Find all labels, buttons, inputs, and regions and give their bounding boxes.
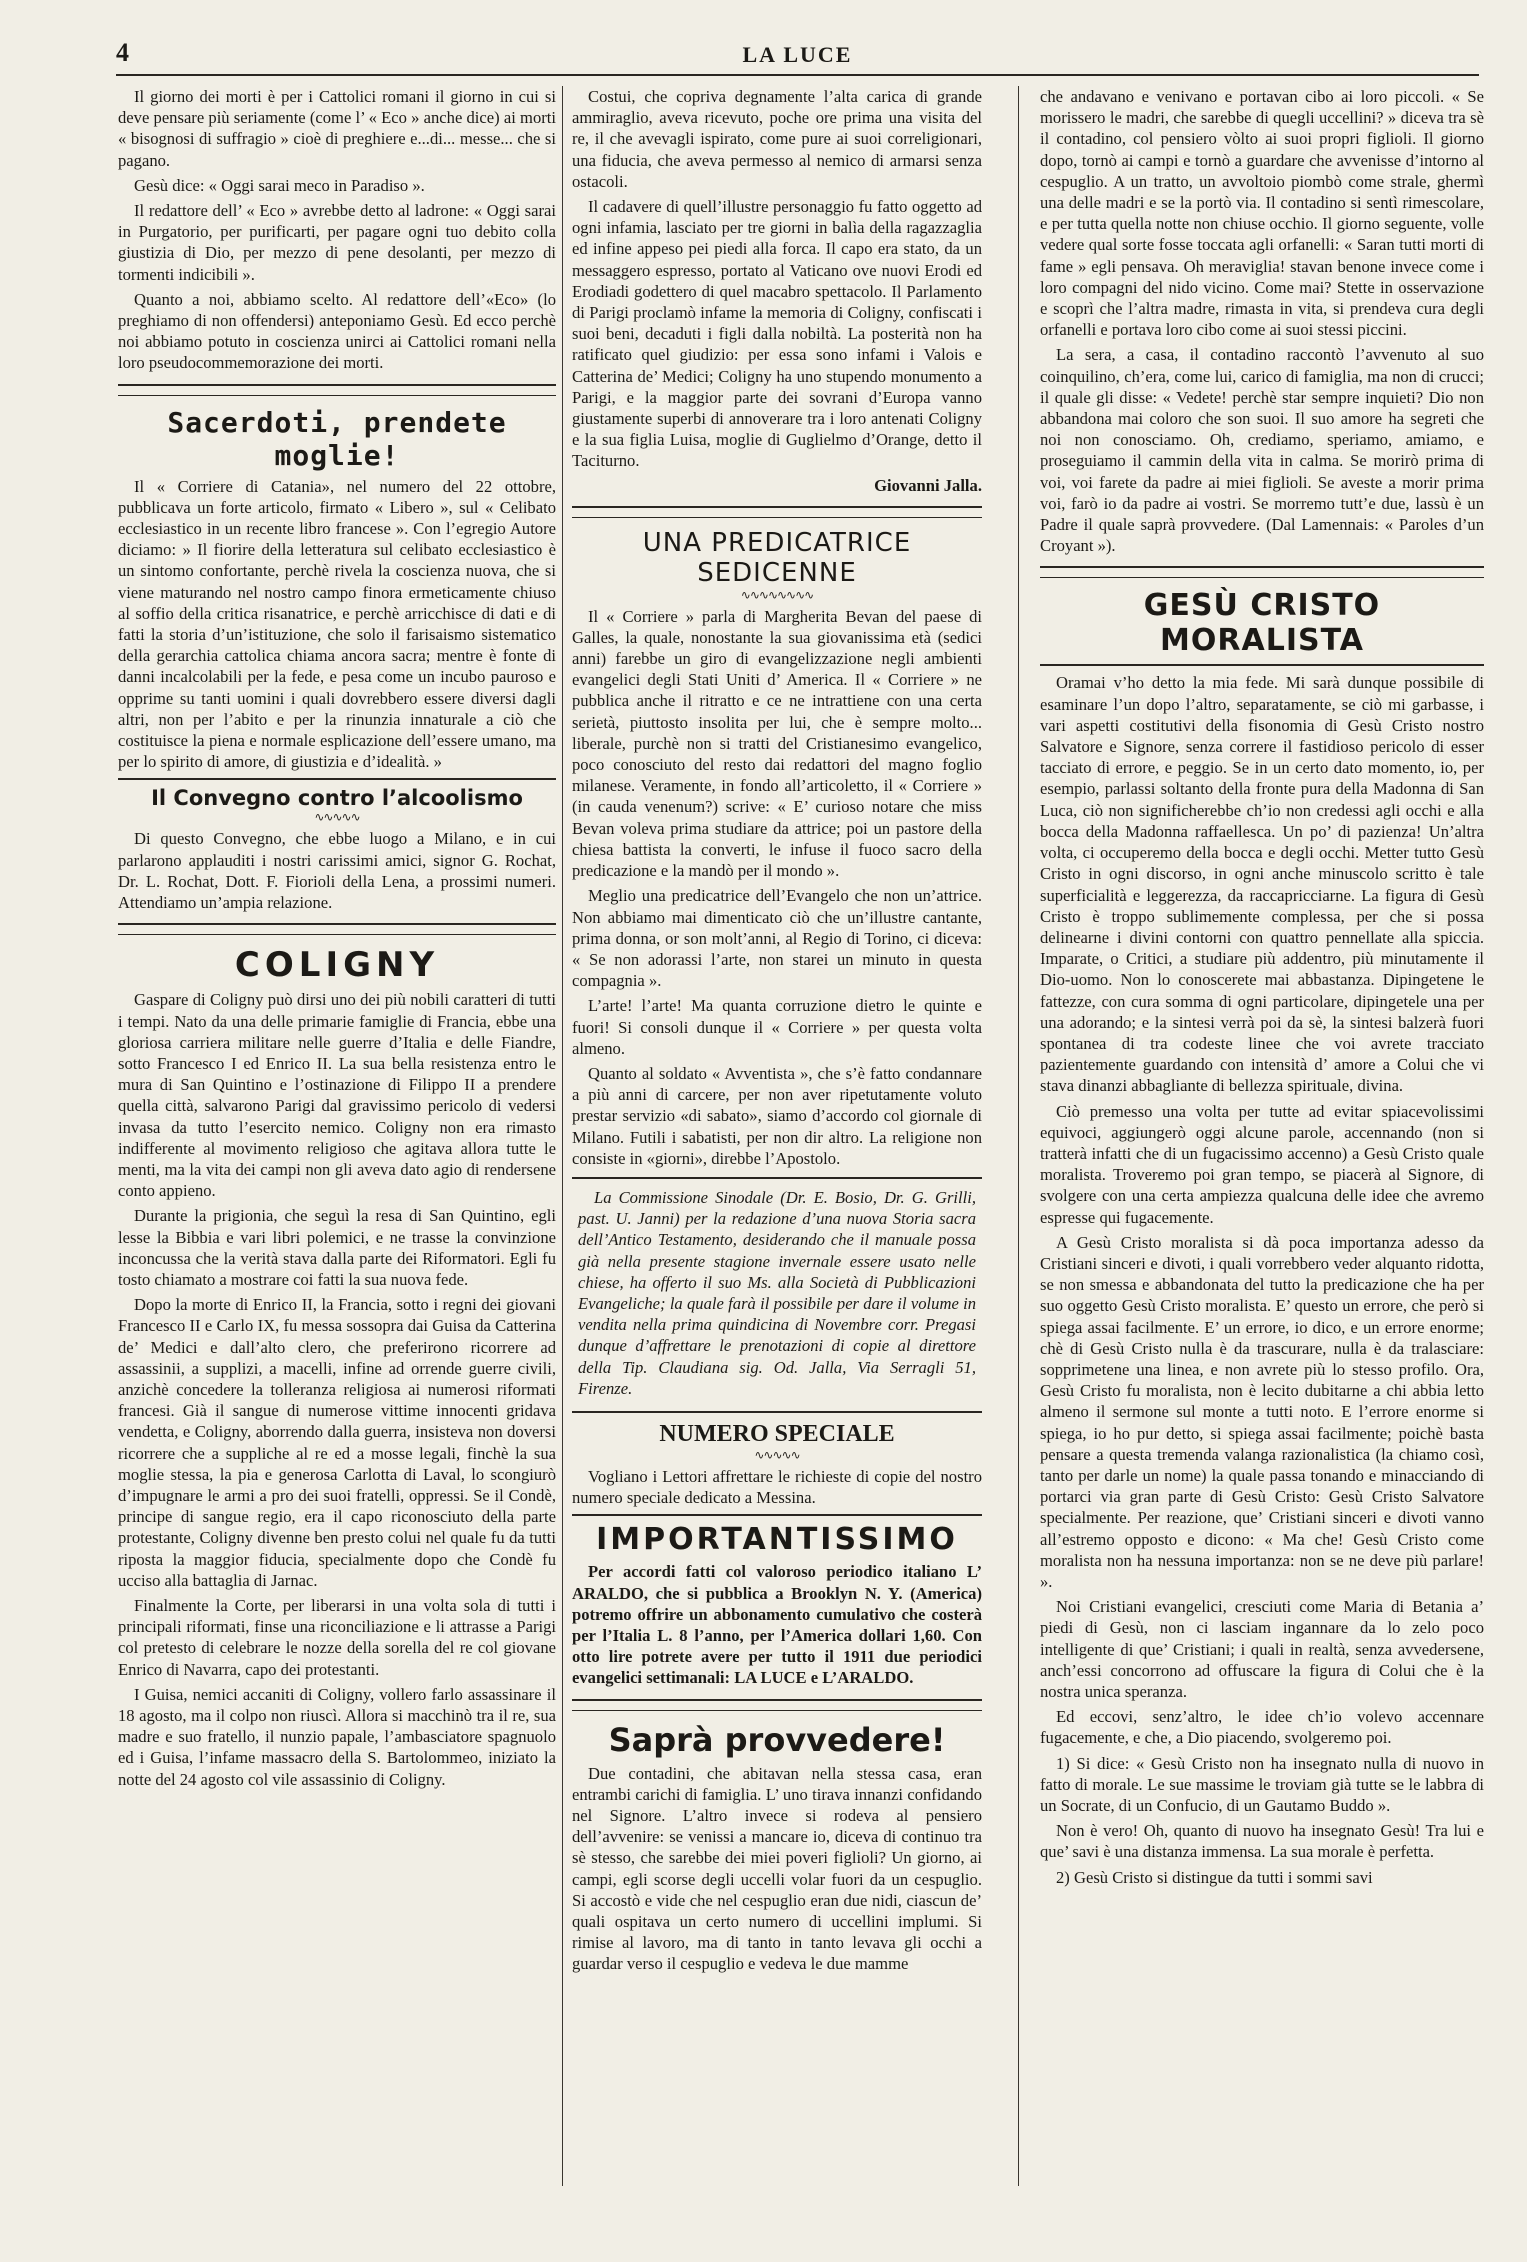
squiggle-ornament: ∿∿∿∿∿: [314, 810, 360, 825]
article-paragraph: A Gesù Cristo moralista si dà poca importanza adesso da Cristiani sinceri e divoti, i quali vorrebbero veder alquanto ridotta, se non smessa e abbandonata del tutto la predicazione che ha per suo oggetto Gesù Cristo moralista. E’ questo un errore, che però si spiega assai facilmente. E’ un errore, io dico, e un errore enorme; chè di Gesù Cristo nulla è da trascurare, nulla è da tralasciare: sopprimetene una linea, e non avrete più lo stesso profilo. Ora, Gesù Cristo fu moralista, non è lecito dubitarne a chi abbia letto almeno il sermone sul monte a tutti noto. E l’errore enorme si spiega, io ho pur detto, si spiega assai facilmente; poichè basta pensare a questa tremenda valanga razionalistica (la chiamo così, tanto per darle un nome) la quale passa tonando e minacciando di portarci via gran parte di Gesù Cristo: Gesù Cristo Salvatore specialmente. Per reazione, que’ Cristiani sinceri e divoti vanno all’estremo opposto e dicono: « Ma che! Gesù Cristo come moralista non ha nessuna importanza: non se ne deve più parlare! ».: [1040, 1232, 1484, 1591]
article-headline: COLIGNY: [234, 945, 440, 986]
article-paragraph: Quanto al soldato « Avventista », che s’è fatto condannare a più anni di carcere, per non aver ripetutamente voluto prestar servizio «di sabato», siamo d’accordo col giornale di Milano. Futili i sabatisti, per non dir altro. La religione non consiste in «giorni», direbbe l’Apostolo.: [572, 1063, 982, 1168]
column-rule: [1018, 86, 1019, 2186]
column-2: [572, 86, 982, 2196]
article-paragraph: La sera, a casa, il contadino raccontò l’avvenuto al suo coinquilino, ch’era, come lui, carico di famiglia, ma non di crucci; il quale gli disse: « Vedete! perchè star sempre inquieti? Dio non abbandona mai coloro che son suoi. Il suo amore ha segreti che noi non conosciamo. Oh, crediamo, speriamo, amiamo, e proseguiamo il cammin della vita in calma. Se morirò prima di voi, voi farete da padre ai miei figlioli. Se aveste a morir prima voi, farò io da padre ai vostri. Se morremo tutt’e due, lassù è un Padre il quale saprà provvedere. (Dal Lamennais: « Paroles d’un Croyant »).: [1040, 345, 1484, 556]
article-paragraph: I Guisa, nemici accaniti di Coligny, vollero farlo assassinare il 18 agosto, ma il colpo non riuscì. Allora si macchinò tra il re, sua madre e suo fratello, il nunzio papale, l’ambasciatore spagnuolo ed i Guisa, l’infame massacro della S. Bartolommeo, iniziato la notte del 24 agosto col vile assassinio di Coligny.: [118, 1684, 556, 1789]
article-paragraph: Il giorno dei morti è per i Cattolici romani il giorno in cui si deve pensare più seriamente (come l’ « Eco » anche dice) ai morti « bisognosi di suffragio » cioè di preghiere e...di... messe... che si pagano.: [118, 87, 556, 170]
masthead: [116, 38, 1479, 76]
section-divider: [118, 778, 556, 780]
section-divider: [572, 506, 982, 518]
article-headline: Saprà provvedere!: [608, 1720, 946, 1759]
article-paragraph: Vogliano i Lettori affrettare le richieste di copie del nostro numero speciale dedicato a Messina.: [572, 1466, 982, 1508]
article-paragraph: Ciò premesso una volta per tutte ad evitar spiacevolissimi equivoci, aggiungerò oggi alcune parole, accennando (non si tratterà infatti che di un fugacissimo accenno) a Gesù Cristo quale moralista. Troveremo poi gran tempo, se piacerà al Signore, di svolgere con una certa ampiezza qualcuna delle idee che avremo espresse qui fugacemente.: [1040, 1101, 1484, 1227]
article-headline: UNA PREDICATRICE SEDICENNE: [642, 527, 912, 588]
article-paragraph: Noi Cristiani evangelici, cresciuti come Maria di Betania a’ piedi di Gesù, non ci lasciam ingannare da lo zelo poco intelligente di que’ Cristiani; i quali in realtà, senza avvedersene, anch’essi concorrono ad offuscare la figura di Colui che è la nostra unica speranza.: [1040, 1597, 1484, 1702]
column-rule: [562, 86, 563, 2186]
section-divider: [572, 1514, 982, 1516]
page-number: 4: [116, 38, 129, 67]
article-paragraph: Durante la prigionia, che seguì la resa di San Quintino, egli lesse la Bibbia e vari libri polemici, e ne trasse la convinzione inconcussa che la verità stava dalla parte dei Riformatori. Egli fu tosto chiamato a mostrare coi fatti la sua nuova fede.: [118, 1206, 556, 1289]
article-paragraph: Ed eccovi, senz’altro, le idee ch’io volevo accennare fugacemente, e che, a Dio piacendo, svolgeremo poi.: [1040, 1707, 1484, 1748]
article-paragraph: 2) Gesù Cristo si distingue da tutti i sommi savi: [1056, 1867, 1373, 1887]
article-paragraph: Gesù dice: « Oggi sarai meco in Paradiso ».: [134, 175, 425, 195]
article-headline: NUMERO SPECIALE: [659, 1420, 895, 1447]
section-divider: [1040, 566, 1484, 578]
article-paragraph: Non è vero! Oh, quanto di nuovo ha insegnato Gesù! Tra lui e que’ savi è una distanza immensa. La sua morale è perfetta.: [1040, 1821, 1484, 1862]
article-paragraph: Finalmente la Corte, per liberarsi in una volta sola di tutti i principali riformati, finse una riconciliazione e li attrasse a Parigi col pretesto di celebrare le nozze della sorella del re col giovane Enrico di Navarra, capo dei protestanti.: [118, 1595, 556, 1679]
notice-box: [572, 1177, 982, 1413]
section-divider: [118, 384, 556, 396]
article-paragraph: che andavano e venivano e portavan cibo ai loro piccoli. « Se morissero le madri, che sarebbe di quegli uccellini? » diceva tra sè il contadino, col pensiero vòlto ai suoi propri figlioli. Il giorno dopo, tornò ai campi e tornò a guardare che avvenisse d’intorno al cespuglio. A un tratto, un avvoltoio piombò come strale, ghermì una delle madri e se la portò via. Il contadino si sentì rimescolare, e per tutta quella notte non chiuse occhio. Il giorno seguente, volle vedere qual sorte fosse toccata agli orfanelli: « Saran tutti morti di fame » egli pensava. Oh meraviglia! stavan benone invece come i loro compagni del nido vicino. Come mai? Stette in osservazione e scoprì che l’altra madre, rimasta in vita, si prendeva cura degli orfanelli e portava loro cibo come ai suoi stessi piccini.: [1040, 87, 1484, 340]
article-paragraph: Costui, che copriva degnamente l’alta carica di grande ammiraglio, aveva ricevuto, poche ore prima una visita del re, il che avevagli ispirato, come pure ai suoi correligionari, una fiducia, che aveva permesso al nemico di armarsi senza ostacoli.: [572, 87, 982, 191]
article-paragraph: Gaspare di Coligny può dirsi uno dei più nobili caratteri di tutti i tempi. Nato da una delle primarie famiglie di Francia, ebbe una gloriosa carriera militare nelle guerre d’Italia e delle Fiandre, sotto Francesco I ed Enrico II. La sua bella resistenza entro le mura di San Quintino e l’ostinazione di Filippo II a prendere quella città, salvarono Parigi dal gravissimo pericolo di vedersi invasa da tutto l’esercito nemico. Coligny non era rimasto indifferente al movimento religioso che agitava allora tutte le menti, ma la vita dei campi non gli aveva dato agio di rendersene conto appieno.: [118, 990, 556, 1201]
article-paragraph: L’arte! l’arte! Ma quanta corruzione dietro le quinte e fuori! Si consoli dunque il « Corriere » per questa volta almeno.: [572, 996, 982, 1058]
article-paragraph: Dopo la morte di Enrico II, la Francia, sotto i regni dei giovani Francesco II e Carlo IX, fu messa sossopra dai Guisa da Catterina de’ Medici e dall’alto clero, che preferirono ricorrere ad assassinii, a supplizi, a macelli, infine ad orrende guerre civili, anzichè concedere la tolleranza religiosa ai numerosi riformati francesi. Già il sangue di numerose vittime innocenti gridava vendetta, e Coligny, aborrendo dalla guerra, insisteva non doversi ricorrere che a suppliche al re ed a mosse legali, finchè la sua moglie stessa, la pia e generosa Carlotta di Laval, lo scongiurò d’impugnare le armi a pro dei suoi fratelli, oppressi. Se il Condè, principe di sangue regio, era il capo riconosciuto della parte protestante, Coligny divenne ben presto colui nel quale fu da tutti riposta la maggior fiducia, specialmente dopo che Condè fu ucciso alla battaglia di Jarnac.: [118, 1295, 556, 1590]
article-headline: IMPORTANTISSIMO: [596, 1522, 958, 1558]
article-paragraph: Il « Corriere di Catania», nel numero del 22 ottobre, pubblicava un forte articolo, firmato « Libero », sul « Celibato ecclesiastico in un recente libro francese ». Con l’egregio Autore diciamo: » Il fiorire della letteratura sul celibato ecclesiastico è un sintomo confortante, perchè rivela la coscienza nuova, che si viene maturando nel nostro campo finora ermeticamente chiuso al soffio della critica risanatrice, e perchè arricchisce di dati e di fatti la storia d’un’istituzione, che solo il farisaismo sistematico della gerarchia cattolica chiama ancora sacra; mentre è fonte di danni incalcolabili per la fede, e pesa come un incubo pauroso e opprime su tanti uomini i quali dovrebbero essere diversi dagli altri, non per l’abito e per la rinunzia innaturale a ciò che costituisce la piena e normale esplicazione dell’essere umano, ma per lo spirito di amore, di giustizia e d’idealità. »: [118, 476, 556, 772]
article-paragraph: Il cadavere di quell’illustre personaggio fu fatto oggetto ad ogni infamia, lasciato per tre giorni in balìa della ragazzaglia ed infine appeso pei piedi alla forca. Il capo era stato, da un messaggero espresso, portato al Vaticano ove nuovi Erodi ed Erodiadi godettero di quel macabro spettacolo. Il Parlamento di Parigi proclamò infame la memoria di Coligny, confiscati i suoi beni, decaduti i figli dalla nobiltà. La posterità non ha ratificato quel giudizio: per essa sono infami i Valois e Catterina de’ Medici; Coligny ha uno stupendo monumento a Parigi, e la maggior parte dei sovrani d’Europa vanno giustamente superbi di annoverare tra i loro antenati Coligny e la sua figlia Luisa, moglie di Guglielmo d’Orange, detto il Taciturno.: [572, 197, 982, 471]
squiggle-ornament: ∿∿∿∿∿: [754, 1447, 800, 1462]
article-paragraph: 1) Si dice: « Gesù Cristo non ha insegnato nulla di nuovo in fatto di morale. Le sue massime le troviam già tutte se le labbra di un Socrate, di un Confucio, di un Gautamo Buddo ».: [1040, 1753, 1484, 1816]
column-3: [1040, 86, 1484, 2196]
squiggle-ornament: ∿∿∿∿∿∿∿∿: [740, 587, 814, 602]
section-divider: [572, 1699, 982, 1711]
article-headline: GESÙ CRISTO MORALISTA: [1143, 588, 1381, 659]
article-paragraph: Il « Corriere » parla di Margherita Bevan del paese di Galles, la quale, nonostante la sua giovanissima età (sedici anni) farebbe un giro di evangelizzazione negli ambienti evangelici degli Stati Uniti d’ America. Il « Corriere » ne pubblica anche il ritratto e ce ne intrattiene con una certa serietà, piuttosto insolita per lui, che è sempre molto... liberale, purchè non si tratti del Cristianesimo evangelico, poco conosciuto del resto dai redattori del magno foglio milanese. Veramente, in fondo all’articoletto, il « Corriere » (in cauda venenum?) scrive: « E’ curioso notare che miss Bevan voleva prima studiare da attrice; poi un pastore della chiesa battista la converti, le infuse il fuoco sacro della predicazione e la mandò per il mondo ».: [572, 606, 982, 881]
article-paragraph: Per accordi fatti col valoroso periodico italiano L’ ARALDO, che si pubblica a Brooklyn N. Y. (America) potremo offrire un abbonamento cumulativo che costerà per l’Italia L. 8 l’anno, per l’America dollari 1,60. Con otto lire potrete avere per tutto il 1911 due periodici evangelici settimanali: LA LUCE e L’ARALDO.: [572, 1562, 982, 1688]
section-divider: [118, 923, 556, 935]
newspaper-title: LA LUCE: [742, 42, 853, 67]
notice-text: La Commissione Sinodale (Dr. E. Bosio, Dr. G. Grilli, past. U. Janni) per la redazione d’una nuova Storia sacra dell’Antico Testamento, desiderando che il manuale possa già nella presente stagione invernale essere usato nelle chiese, ha offerto il suo Ms. alla Società di Pubblicazioni Evangeliche; la quale farà il possibile per dare il volume in vendita nella prima quindicina di Novembre corr. Pregasi dunque d’affrettare le prenotazioni di copie al direttore della Tip. Claudiana sig. Od. Jalla, Via Serragli 51, Firenze.: [578, 1187, 976, 1398]
article-signature: Giovanni Jalla.: [874, 475, 982, 495]
article-paragraph: Quanto a noi, abbiamo scelto. Al redattore dell’«Eco» (lo preghiamo di non offendersi) anteponiamo Gesù. Ed ecco perchè noi abbiamo potuto in coscienza unirci ai Cattolici romani nella loro pseudocommemorazione dei morti.: [118, 289, 556, 373]
section-divider: [1040, 664, 1484, 666]
article-paragraph: Oramai v’ho detto la mia fede. Mi sarà dunque possibile di esaminare l’un dopo l’altro, separatamente, se ciò mi garbasse, i vari aspetti costitutivi della fisonomia di Gesù Cristo nostro Salvatore e Signore, senza correre il fastidioso pericolo di esser tacciato di errore, e peggio. Se in un certo dato momento, io, per esempio, parlassi soltanto della fronte pura della Madonna di San Luca, ciò non significherebbe ch’io non credessi agli occhi e alla bocca della Madonna raffaellesca. Un po’ di pazienza! Un’altra volta, ci occuperemo della bocca e degli occhi. Metter tutto Gesù Cristo in ogni discorso, in ogni anche minuscolo scritto è tale superficialità e leggerezza, da raccapricciarne. La figura di Gesù Cristo è troppo sublimemente complessa, per che si possa delinearne i divini contorni con quattro pennellate alla spiccia. Imparate, o Critici, a studiare più addentro, più minutamente il Dio-uomo. Non lo conoscerete mai abbastanza. Dipingetene le fattezze, con cura somma di ogni particolare, dipingetele una per una adorando; e la sintesi verrà poi da sè, la sintesi balzerà fuori spontanea di tra codeste linee che voi avrete tracciato pazientemente guardando con intensità d’ amore a Colui che vi stava dinanzi abbagliante di bellezza spirituale, divina.: [1040, 673, 1484, 1096]
article-headline: Il Convegno contro l’alcoolismo: [151, 786, 523, 811]
article-paragraph: Di questo Convegno, che ebbe luogo a Milano, e in cui parlarono applauditi i nostri carissimi amici, signor G. Rochat, Dr. L. Rochat, Dott. F. Fiorioli della Lena, a prossimi numeri. Attendiamo un’ampia relazione.: [118, 829, 556, 913]
article-paragraph: Due contadini, che abitavan nella stessa casa, eran entrambi carichi di famiglia. L’ uno tirava innanzi confidando nel Signore. L’altro invece si rodeva al pensiero dell’avvenire: se venissi a mancare io, diceva di continuo tra sè stesso, che sarebbe dei miei poveri figlioli? Un giorno, ai campi, egli scorse degli uccelli volar fuori da un cespuglio. Si accostò e vide che nel cespuglio eran due nidi, ciascun de’ quali ospitava un certo numero di uccellini implumi. Si rimise al lavoro, ma di tanto in tanto levava gli occhi a guardar verso il cespuglio e vedeva le due mamme: [572, 1763, 982, 1974]
column-1: [118, 86, 556, 2196]
article-paragraph: Meglio una predicatrice dell’Evangelo che non un’attrice. Non abbiamo mai dimenticato ciò che un’illustre cantante, prima donna, or son molt’anni, al Regio di Torino, ci diceva: « Se non adorassi l’arte, non starei un minuto in questa compagnia ».: [572, 886, 982, 991]
article-headline: Sacerdoti, prendete moglie!: [167, 405, 507, 472]
article-paragraph: Il redattore dell’ « Eco » avrebbe detto al ladrone: « Oggi sarai in Purgatorio, per purificarti, per pagare ogni tuo debito colla giustizia di Dio, per mezzo di pene desolanti, per mezzo di tormenti indicibili ».: [118, 201, 556, 284]
